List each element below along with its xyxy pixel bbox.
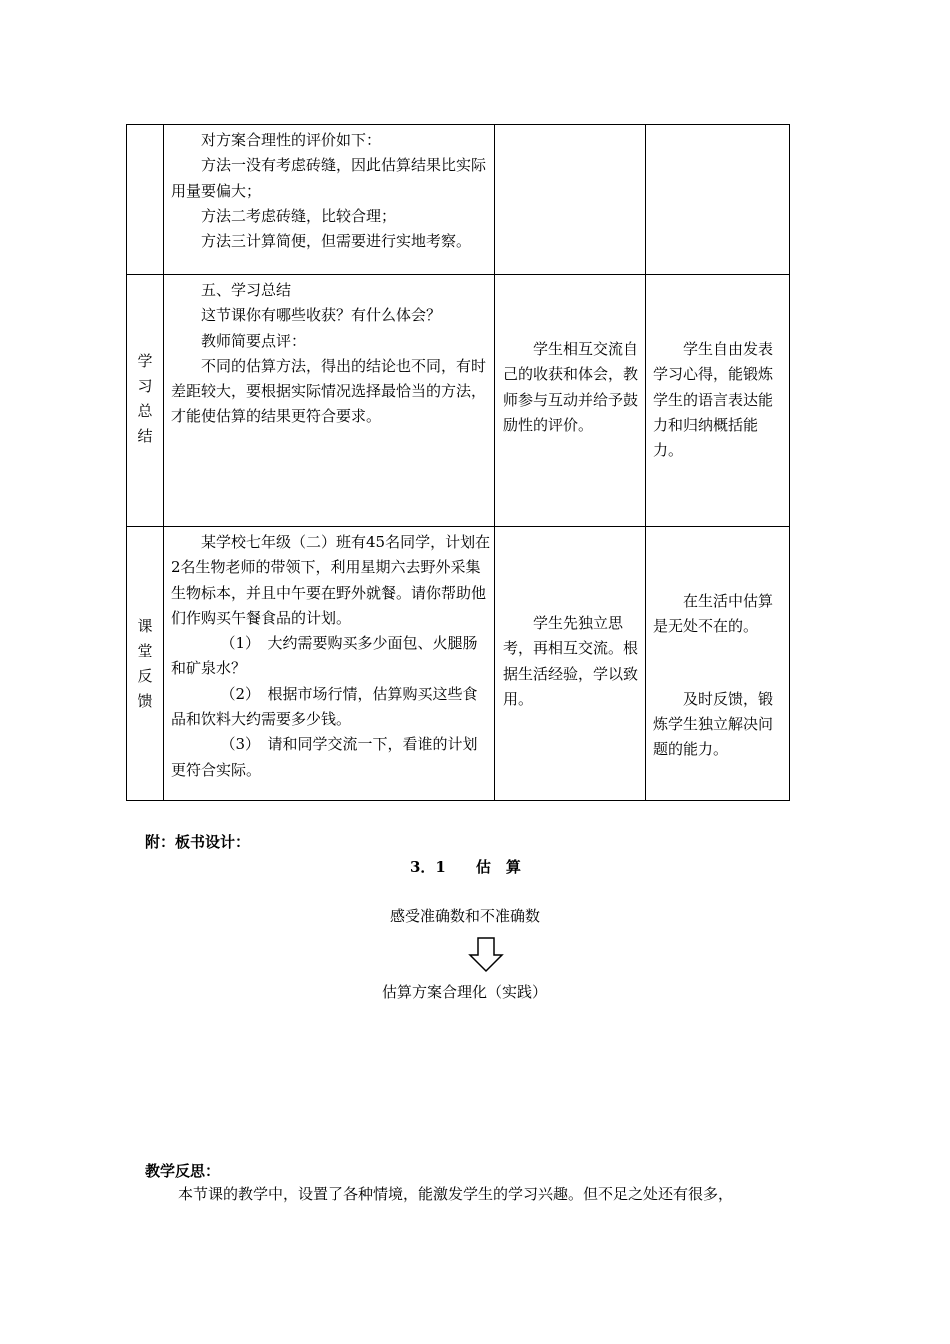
content-paragraph: 方法二考虑砖缝，比较合理；	[201, 206, 397, 225]
design-intent-cell	[653, 337, 785, 526]
content-paragraph: 对方案合理性的评价如下：	[201, 131, 382, 149]
table-row	[126, 124, 790, 275]
content-paragraph: （2） 根据市场行情，估算购买这些食品和饮料大约需要多少钱。	[171, 684, 478, 729]
design-intent-text: 及时反馈，锻炼学生独立解决问题的能力。	[653, 689, 774, 759]
row-label: 课 堂 反 馈	[137, 617, 153, 710]
content-paragraph: 方法三计算简便，但需要进行实地考察。	[201, 232, 472, 251]
board-heading: 附：板书设计：	[145, 833, 251, 851]
table-row	[126, 526, 790, 801]
design-intent-text: 学生自由发表学习心得，能锻炼学生的语言表达能力和归纳概括能力。	[653, 340, 774, 460]
row-label: 学 习 总 结	[137, 352, 153, 445]
design-intent-cell	[653, 589, 785, 800]
content-paragraph: 五、学习总结	[201, 281, 292, 299]
table-row	[126, 274, 790, 527]
content-paragraph: 教师简要点评：	[201, 331, 307, 350]
student-activity-cell	[503, 337, 639, 526]
reflection-text: 本节课的教学中，设置了各种情境，能激发学生的学习兴趣。但不足之处还有很多，	[178, 1185, 734, 1203]
student-activity-text: 学生先独立思考，再相互交流。根据生活经验，学以致用。	[503, 614, 639, 708]
board-title: 3．1 估 算	[410, 858, 521, 876]
reflection-heading: 教学反思：	[145, 1162, 221, 1180]
content-paragraph: （1） 大约需要购买多少面包、火腿肠和矿泉水？	[171, 634, 478, 678]
down-arrow-icon	[468, 937, 504, 973]
content-paragraph: （3） 请和同学交流一下，看谁的计划更符合实际。	[171, 735, 478, 779]
content-paragraph: 方法一没有考虑砖缝，因此估算结果比实际用量要偏大；	[171, 156, 487, 200]
content-cell	[171, 278, 491, 526]
student-activity-cell	[503, 611, 639, 800]
board-line-1: 感受准确数和不准确数	[390, 907, 541, 925]
content-paragraph: 这节课你有哪些收获？有什么体会？	[201, 306, 442, 325]
content-cell	[171, 128, 491, 274]
content-paragraph: 不同的估算方法，得出的结论也不同，有时差距较大，要根据实际情况选择最恰当的方法，才能使估算的结果更符合要求。	[171, 356, 487, 426]
content-paragraph: 某学校七年级（二）班有45名同学，计划在2名生物老师的带领下，利用星期六去野外采集生物标本，并且中午要在野外就餐。请你帮助他们作购买午餐食品的计划。	[171, 533, 491, 627]
content-cell	[171, 530, 491, 800]
student-activity-text: 学生相互交流自己的收获和体会，教师参与互动并给予鼓励性的评价。	[503, 340, 639, 434]
lesson-table	[126, 124, 790, 801]
board-line-2: 估算方案合理化（实践）	[382, 983, 548, 1001]
design-intent-text: 在生活中估算是无处不在的。	[653, 592, 774, 636]
